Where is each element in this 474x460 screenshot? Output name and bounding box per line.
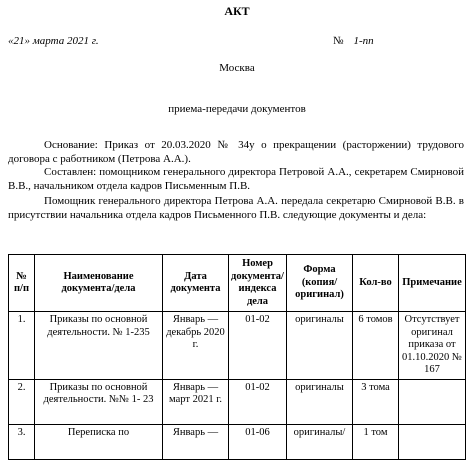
paragraph-basis: [8, 139, 464, 166]
document-city: Москва: [219, 62, 255, 74]
paragraph-transfer-text: Помощник генерального директора Петрова А.А. передала секретарю Смирновой В.В. в присутствии начальника отдела кадров Письменного П.В. следующие документы и дела:: [8, 195, 464, 221]
table-cell: Январь — декабрь 2020 г.: [163, 312, 229, 380]
table-cell: 6 томов: [353, 312, 399, 380]
number-label: №: [333, 35, 344, 47]
table-cell: 01-02: [229, 379, 287, 424]
header-cell: Дата документа: [163, 255, 229, 312]
table-cell: Приказы по основной деятельности. № 1-235: [35, 312, 163, 380]
document-title: АКТ: [224, 4, 250, 18]
table-cell: 3.: [9, 424, 35, 459]
table-cell: 2.: [9, 379, 35, 424]
paragraph-composed: [8, 166, 464, 193]
document-subtitle: приема-передачи документов: [168, 103, 306, 115]
table-cell: [399, 379, 466, 424]
document-date: «21» марта 2021 г.: [8, 35, 99, 47]
table-cell: Январь — март 2021 г.: [163, 379, 229, 424]
table-cell: 1 том: [353, 424, 399, 459]
table-cell: оригиналы: [287, 379, 353, 424]
table-cell: Переписка по: [35, 424, 163, 459]
number-value: 1-пп: [353, 35, 374, 47]
header-cell: Примечание: [399, 255, 466, 312]
table-row: [9, 312, 466, 380]
table-cell: 1.: [9, 312, 35, 380]
header-cell: Форма (копия/оригинал): [287, 255, 353, 312]
table-row: [9, 424, 466, 459]
documents-table: [8, 254, 466, 460]
header-cell: Номер документа/индекса дела: [229, 255, 287, 312]
paragraph-composed-text: Составлен: помощником генерального директора Петровой А.А., секретарем Смирновой В.В., начальником отдела кадров Письменным П.В.: [8, 166, 464, 192]
paragraph-basis-text: Основание: Приказ от 20.03.2020 № 34у о прекращении (расторжении) трудового договора с работником (Петрова А.А.).: [8, 139, 464, 165]
table-cell: 3 тома: [353, 379, 399, 424]
header-cell: Наименование документа/дела: [35, 255, 163, 312]
paragraph-transfer: [8, 195, 464, 222]
table-cell: оригиналы: [287, 312, 353, 380]
table-cell: 01-06: [229, 424, 287, 459]
document-number: [333, 35, 374, 47]
table-cell: Отсутствует оригинал приказа от 01.10.2020 № 167: [399, 312, 466, 380]
header-cell: Кол-во: [353, 255, 399, 312]
table-cell: оригиналы/: [287, 424, 353, 459]
header-cell: № п/п: [9, 255, 35, 312]
table-cell: Январь —: [163, 424, 229, 459]
table-header-row: [9, 255, 466, 312]
table-cell: [399, 424, 466, 459]
table-cell: Приказы по основной деятельности. №№ 1- 23: [35, 379, 163, 424]
table-row: [9, 379, 466, 424]
table-cell: 01-02: [229, 312, 287, 380]
